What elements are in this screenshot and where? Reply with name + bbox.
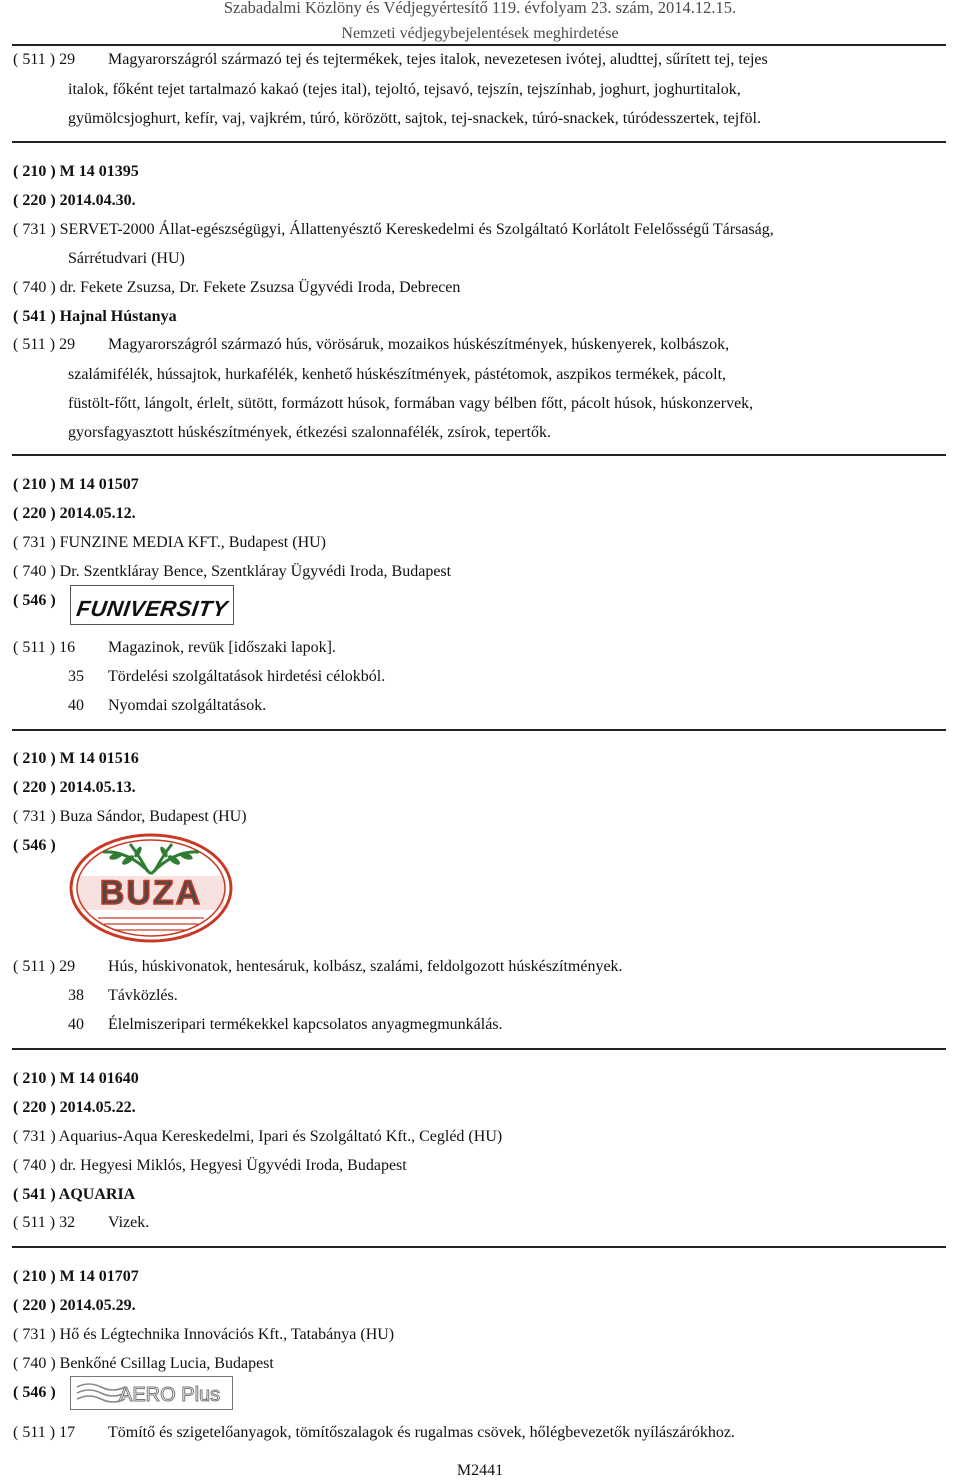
applicant: ( 731 ) Hő és Légtechnika Innovációs Kft., Tatabánya (HU) bbox=[13, 1326, 395, 1343]
goods-text: Magazinok, revük [időszaki lapok]. bbox=[108, 639, 336, 656]
logo-text: AERO Plus bbox=[119, 1384, 221, 1406]
representative: ( 740 ) dr. Hegyesi Miklós, Hegyesi Ügyvédi Iroda, Budapest bbox=[13, 1157, 407, 1174]
figurative-mark-label: ( 546 ) bbox=[13, 1384, 56, 1401]
goods-text: italok, főként tejet tartalmazó kakaó (tejes ital), tejoltó, tejsavó, tejszín, tejszínhab, joghurt, joghurtitalok, bbox=[68, 81, 741, 98]
applicant: ( 731 ) FUNZINE MEDIA KFT., Budapest (HU) bbox=[13, 534, 326, 551]
goods-text: füstölt-főtt, lángolt, érlelt, sütött, formázott húsok, formában vagy bélben főtt, pácolt húsok, húskonzervek, bbox=[68, 395, 754, 412]
figurative-mark-label: ( 546 ) bbox=[13, 837, 56, 854]
applicant: ( 731 ) Buza Sándor, Budapest (HU) bbox=[13, 808, 247, 825]
filing-date: ( 220 ) 2014.04.30. bbox=[13, 192, 136, 209]
goods-text: Élelmiszeripari termékekkel kapcsolatos anyagmegmunkálás. bbox=[108, 1016, 503, 1033]
representative: ( 740 ) dr. Fekete Zsuzsa, Dr. Fekete Zsuzsa Ügyvédi Iroda, Debrecen bbox=[13, 279, 461, 296]
class-code: ( 511 ) 29 bbox=[13, 336, 76, 353]
applicant: ( 731 ) Aquarius-Aqua Kereskedelmi, Ipari és Szolgáltató Kft., Cegléd (HU) bbox=[13, 1128, 503, 1145]
filing-date: ( 220 ) 2014.05.22. bbox=[13, 1099, 136, 1116]
class-number: 35 bbox=[68, 668, 84, 685]
goods-text: Távközlés. bbox=[108, 987, 178, 1004]
funiversity-logo bbox=[70, 585, 234, 625]
goods-text: Magyarországról származó tej és tejtermékek, tejes italok, nevezetesen ivótej, aludttej, sűrített tej, tejes bbox=[108, 51, 768, 68]
class-code: ( 511 ) 32 bbox=[13, 1214, 76, 1231]
goods-text: Nyomdai szolgáltatások. bbox=[108, 697, 267, 714]
entry-divider bbox=[12, 729, 946, 731]
figurative-mark-label: ( 546 ) bbox=[13, 592, 56, 609]
section-title: Nemzeti védjegybejelentések meghirdetése bbox=[341, 25, 619, 42]
entry-divider bbox=[12, 141, 946, 143]
class-code: ( 511 ) 16 bbox=[13, 639, 76, 656]
journal-header: Szabadalmi Közlöny és Védjegyértesítő 119. évfolyam 23. szám, 2014.12.15. bbox=[223, 0, 737, 17]
goods-text: Vizek. bbox=[108, 1214, 150, 1231]
application-number: ( 210 ) M 14 01395 bbox=[13, 163, 139, 180]
goods-text: Tördelési szolgáltatások hirdetési célokból. bbox=[108, 668, 386, 685]
class-code: ( 511 ) 29 bbox=[13, 958, 76, 975]
class-number: 38 bbox=[68, 987, 84, 1004]
application-number: ( 210 ) M 14 01707 bbox=[13, 1268, 139, 1285]
trademark-word: ( 541 ) AQUARIA bbox=[13, 1186, 136, 1203]
header-divider bbox=[12, 44, 946, 46]
entry-divider bbox=[12, 1246, 946, 1248]
application-number: ( 210 ) M 14 01507 bbox=[13, 476, 139, 493]
buza-logo bbox=[68, 832, 234, 944]
goods-text: gyorsfagyasztott húskészítmények, étkezési szalonnafélék, zsírok, tepertők. bbox=[68, 424, 551, 441]
representative: ( 740 ) Benkőné Csillag Lucia, Budapest bbox=[13, 1355, 274, 1372]
goods-text: szalámifélék, hússajtok, hurkafélék, kenhető húskészítmények, pástétomok, aszpikos termékek, pácolt, bbox=[68, 366, 727, 383]
class-code: ( 511 ) 17 bbox=[13, 1424, 76, 1441]
entry-divider bbox=[12, 454, 946, 456]
applicant-location: Sárrétudvari (HU) bbox=[68, 250, 185, 267]
aero-plus-logo bbox=[70, 1376, 233, 1410]
filing-date: ( 220 ) 2014.05.29. bbox=[13, 1297, 136, 1314]
entry-divider bbox=[12, 1048, 946, 1050]
applicant: ( 731 ) SERVET-2000 Állat-egészségügyi, Állattenyésztő Kereskedelmi és Szolgáltató Korlátolt Felelősségű Társaság, bbox=[13, 221, 774, 238]
goods-text: Magyarországról származó hús, vörösáruk, mozaikos húskészítmények, húskenyerek, kolbászok, bbox=[108, 336, 730, 353]
logo-text: BUZA bbox=[99, 874, 203, 912]
application-number: ( 210 ) M 14 01640 bbox=[13, 1070, 139, 1087]
class-number: 40 bbox=[68, 1016, 84, 1033]
trademark-word: ( 541 ) Hajnal Hústanya bbox=[13, 308, 177, 325]
goods-text: Tömítő és szigetelőanyagok, tömítőszalagok és rugalmas csövek, hőlégbevezetők nyílászárókhoz. bbox=[108, 1424, 735, 1441]
representative: ( 740 ) Dr. Szentkláray Bence, Szentkláray Ügyvédi Iroda, Budapest bbox=[13, 563, 452, 580]
logo-text: FUNIVERSITY bbox=[75, 596, 230, 621]
class-code: ( 511 ) 29 bbox=[13, 51, 76, 68]
filing-date: ( 220 ) 2014.05.12. bbox=[13, 505, 136, 522]
filing-date: ( 220 ) 2014.05.13. bbox=[13, 779, 136, 796]
page-number: M2441 bbox=[456, 1462, 504, 1479]
class-number: 40 bbox=[68, 697, 84, 714]
application-number: ( 210 ) M 14 01516 bbox=[13, 750, 139, 767]
goods-text: Hús, húskivonatok, hentesáruk, kolbász, szalámi, feldolgozott húskészítmények. bbox=[108, 958, 623, 975]
goods-text: gyümölcsjoghurt, kefír, vaj, vajkrém, túró, körözött, sajtok, tej-snackek, túró-snackek, túródesszertek, tejföl. bbox=[68, 110, 761, 127]
